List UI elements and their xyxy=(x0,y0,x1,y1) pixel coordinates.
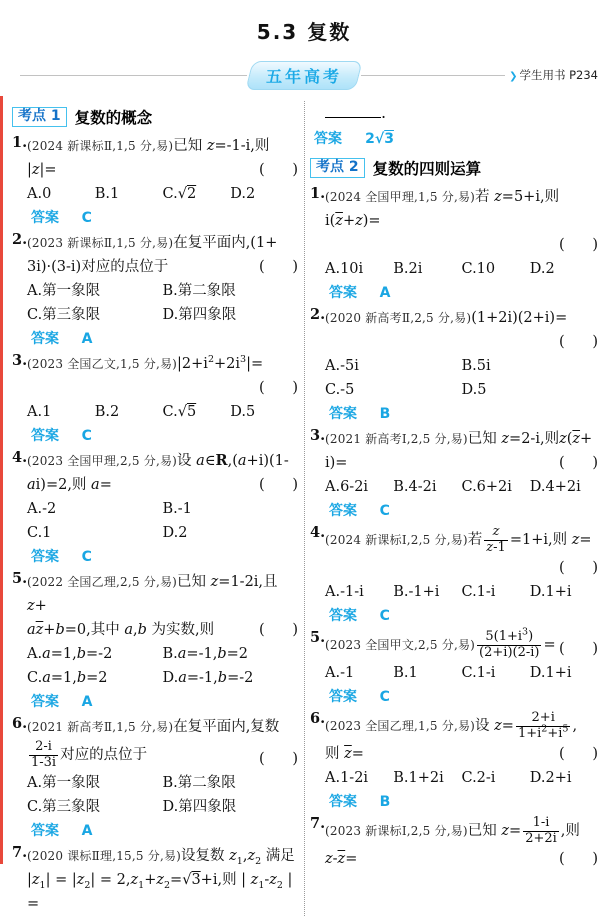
stem-text: (2023 全国乙文,1,5 分,易)$|2+i^2+2i^3|=$ xyxy=(27,354,264,372)
question-list-right xyxy=(310,185,598,871)
question-stem xyxy=(325,626,598,661)
answer-value: C xyxy=(379,503,390,519)
option: C.1 xyxy=(27,525,52,541)
option: D.2+i xyxy=(529,770,572,787)
stem-line xyxy=(27,868,298,916)
stem-text: (2023 全国甲文,2,5 分,易) $\frac{5(1+i^3)}{(2+i)(2-i)}$ = xyxy=(325,626,556,660)
answer-label: 答案 xyxy=(329,285,357,301)
question xyxy=(310,710,598,815)
stem-text: (2024 全国甲理,1,5 分,易)若 z=5+i,则 $i(\overline{z}+z)=$ xyxy=(325,189,560,229)
blank-period: . xyxy=(381,103,387,122)
stem-text: (2021 新高考Ⅱ,1,5 分,易)在复平面内,复数 xyxy=(27,719,280,735)
question xyxy=(12,449,298,570)
answer-row xyxy=(325,499,598,524)
stem-text: (2022 全国乙理,2,5 分,易)已知 z=1-2i,且 z+ xyxy=(27,574,278,614)
question-options xyxy=(325,580,598,604)
banner-badge-label: 五年高考 xyxy=(265,67,343,86)
stem-line xyxy=(27,255,298,279)
option: C.√5 xyxy=(162,404,197,420)
option: C.6+2i xyxy=(461,479,512,495)
answer-row xyxy=(27,819,298,844)
option: D.2 xyxy=(529,261,555,277)
stem-line xyxy=(27,449,298,473)
option: B.5i xyxy=(461,358,491,374)
answer-value: B xyxy=(379,794,391,811)
answer-value: C xyxy=(81,210,92,226)
option: C.√2 xyxy=(162,186,197,202)
question xyxy=(12,231,298,352)
question-number: 2. xyxy=(12,231,28,248)
option: B.1 xyxy=(94,186,120,202)
option: B.4-2i xyxy=(393,479,437,495)
option: C.第三象限 xyxy=(27,307,101,323)
option: D.第四象限 xyxy=(162,307,237,323)
answer-label: 答案 xyxy=(314,131,342,147)
answer-value: C xyxy=(379,608,390,625)
answer-bracket: ( ) xyxy=(559,641,598,658)
option: D.a=-1,b=-2 xyxy=(162,670,254,686)
question-stem xyxy=(325,185,598,257)
stem-text: (2023 全国甲理,2,5 分,易)设 a∈R,(a+i)(1- xyxy=(27,452,289,469)
column-divider xyxy=(304,101,305,916)
answer-value: A xyxy=(81,823,93,840)
answer-value: C xyxy=(81,549,92,565)
stem-line xyxy=(325,710,598,742)
option: D.第四象限 xyxy=(162,799,237,816)
answer-row xyxy=(325,790,598,815)
question xyxy=(310,185,598,306)
stem-line xyxy=(325,451,598,475)
option: C.1-i xyxy=(461,665,496,682)
option: B.-1 xyxy=(162,501,192,517)
option: D.5 xyxy=(461,382,487,398)
question-list-left xyxy=(12,134,298,916)
answer-bracket: ( ) xyxy=(559,851,598,868)
question xyxy=(310,626,598,710)
question xyxy=(310,815,598,871)
stem-line xyxy=(325,847,598,871)
question-stem xyxy=(325,815,598,871)
stem-text: (2024 新课标Ⅰ,2,5 分,易)若 $\frac{z}{z-1}$ =1+i,则 z= xyxy=(325,524,592,555)
answer-value: A xyxy=(379,285,391,301)
column-right xyxy=(310,101,598,916)
stem-line xyxy=(27,158,298,182)
answer-blank-rule xyxy=(325,104,381,118)
question-options xyxy=(325,766,598,790)
answer-bracket: ( ) xyxy=(259,751,298,768)
answer-row xyxy=(27,206,298,231)
stem-text: $a\overline{z}+b=0$,其中 a,b 为实数,则 xyxy=(27,622,215,638)
banner-badge xyxy=(245,61,362,90)
stem-line xyxy=(325,185,598,233)
question-options xyxy=(325,354,598,402)
question-stem xyxy=(27,134,298,182)
answer-label: 答案 xyxy=(329,503,357,519)
stem-text: 3i)·(3-i)对应的点位于 xyxy=(27,259,169,275)
answer-bracket: ( ) xyxy=(259,380,298,396)
question xyxy=(12,844,298,916)
option: B.1+2i xyxy=(393,770,444,787)
question-options xyxy=(325,661,598,685)
answer-value: 2√3 xyxy=(365,131,394,147)
answer-value: A xyxy=(81,331,93,347)
stem-line xyxy=(325,524,598,556)
option: A.-2 xyxy=(27,501,57,517)
question-number: 1. xyxy=(310,185,326,202)
question-stem xyxy=(27,352,298,400)
option: D.4+2i xyxy=(529,479,581,495)
answer-label: 答案 xyxy=(31,549,59,565)
option: B.1 xyxy=(393,665,418,682)
stem-line xyxy=(325,626,598,661)
stem-text: (2020 课标Ⅱ理,15,5 分,易)设复数 $z_1,z_2$ 满足 xyxy=(27,848,295,867)
stem-text: i)= xyxy=(325,455,348,471)
answer-bracket: ( ) xyxy=(259,162,298,178)
option: B.第二象限 xyxy=(162,283,236,299)
question-number: 5. xyxy=(310,629,326,647)
answer-label: 答案 xyxy=(31,428,59,444)
answer-value: C xyxy=(81,428,92,444)
page-ref-label: 学生用书 P234 xyxy=(519,68,598,82)
question-number: 6. xyxy=(310,710,326,728)
answer-bracket: ( ) xyxy=(559,746,598,763)
option: C.10 xyxy=(461,261,496,277)
answer-bracket: ( ) xyxy=(559,455,598,471)
stem-line xyxy=(27,570,298,618)
stem-line xyxy=(325,742,598,766)
question-number: 4. xyxy=(310,524,326,541)
question-stem xyxy=(325,524,598,580)
page-title: 5.3 复数 xyxy=(256,20,352,44)
answer-label: 答案 xyxy=(329,794,357,811)
question-number: 3. xyxy=(12,352,28,369)
stem-line xyxy=(325,556,598,580)
answer-row xyxy=(325,604,598,629)
question-stem xyxy=(27,449,298,497)
question-options xyxy=(27,400,298,424)
option: D.2 xyxy=(230,186,256,202)
answer-bracket: ( ) xyxy=(559,334,598,350)
question-number: 3. xyxy=(310,427,326,444)
answer-row xyxy=(27,327,298,352)
option: C.2-i xyxy=(461,770,496,787)
question-stem xyxy=(27,844,298,916)
option: C.1-i xyxy=(461,584,496,601)
stem-text: 则 $\overline{z}=$ xyxy=(325,746,364,763)
option: D.5 xyxy=(230,404,256,420)
answer-row xyxy=(325,281,598,306)
arrow-icon: ❯ xyxy=(509,71,518,82)
option: A.第一象限 xyxy=(27,283,101,299)
stem-line xyxy=(27,618,298,642)
question xyxy=(310,524,598,629)
question xyxy=(12,715,298,844)
stem-text: ai)=2,则 a= xyxy=(27,477,112,493)
option: A.-1 xyxy=(325,665,355,682)
option: D.2 xyxy=(162,525,188,541)
question-number: 4. xyxy=(12,449,28,466)
stem-line xyxy=(325,815,598,847)
question-options xyxy=(325,475,598,499)
question-stem xyxy=(27,231,298,279)
answer-label: 答案 xyxy=(31,823,59,840)
page-edge-rule xyxy=(0,96,3,864)
question xyxy=(12,134,298,231)
answer-value: A xyxy=(81,694,93,710)
question-number: 7. xyxy=(310,815,326,833)
answer-bracket: ( ) xyxy=(259,622,298,638)
answer-bracket: ( ) xyxy=(559,237,598,253)
question xyxy=(310,306,598,427)
question-options xyxy=(27,279,298,327)
option: B.2 xyxy=(94,404,120,420)
section-banner xyxy=(0,59,608,93)
option: B.a=-1,b=2 xyxy=(162,646,248,662)
question-number: 5. xyxy=(12,570,28,587)
stem-text: |z|= xyxy=(27,162,57,178)
stem-text: $|z_1| = |z_2| = 2,z_1+z_2=√3+i$,则 | $z_1-z_2$ | = xyxy=(27,872,293,913)
stem-line xyxy=(27,376,298,400)
stem-text: (2023 新课标Ⅱ,1,5 分,易)在复平面内,(1+ xyxy=(27,235,278,251)
question-number: 1. xyxy=(12,134,28,151)
question-options xyxy=(27,771,298,819)
section-title: 复数的四则运算 xyxy=(372,160,482,178)
question-stem xyxy=(27,715,298,771)
question xyxy=(12,352,298,449)
question-options xyxy=(27,182,298,206)
option: A.1-2i xyxy=(325,770,369,787)
column-left xyxy=(12,101,298,916)
question-number: 2. xyxy=(310,306,326,323)
answer-bracket: ( ) xyxy=(259,477,298,493)
section-head-1 xyxy=(12,105,298,129)
answer-label: 答案 xyxy=(329,689,357,706)
question-stem xyxy=(325,306,598,354)
stem-line xyxy=(325,306,598,330)
section-head-2 xyxy=(310,156,598,180)
question-number: 6. xyxy=(12,715,28,732)
option: B.第二象限 xyxy=(162,775,236,792)
option: A.10i xyxy=(325,261,364,277)
answer-label: 答案 xyxy=(31,210,59,226)
option: C.第三象限 xyxy=(27,799,101,816)
stem-line xyxy=(27,352,298,376)
answer-label: 答案 xyxy=(31,331,59,347)
question-options xyxy=(325,257,598,281)
option: A.-1-i xyxy=(325,584,364,601)
stem-text: $\frac{2-i}{1-3i}$ 对应的点位于 xyxy=(31,739,148,770)
option: A.6-2i xyxy=(325,479,369,495)
stem-text: (2023 全国乙理,1,5 分,易)设 z= $\frac{2+i}{1+i^2+i^5}$ , xyxy=(325,710,578,741)
stem-text: (2020 新高考Ⅱ,2,5 分,易)(1+2i)(2+i)= xyxy=(325,310,568,326)
kaodian-badge: 考点 1 xyxy=(12,107,67,127)
stem-line xyxy=(27,715,298,739)
answer-label: 答案 xyxy=(329,406,357,422)
answer-value: B xyxy=(379,406,391,422)
option: D.1+i xyxy=(529,584,572,601)
question-stem xyxy=(325,710,598,766)
question-stem xyxy=(325,427,598,475)
answer-row xyxy=(27,690,298,715)
stem-line xyxy=(27,134,298,158)
stem-text: (2023 新课标Ⅰ,2,5 分,易)已知 z= $\frac{1-i}{2+2i}$ ,则 xyxy=(325,815,580,846)
answer-value: C xyxy=(379,689,390,706)
answer-label: 答案 xyxy=(329,608,357,625)
question xyxy=(310,427,598,524)
option: A.0 xyxy=(27,186,52,202)
option: A.第一象限 xyxy=(27,775,101,792)
option: B.-1+i xyxy=(393,584,440,601)
question-number: 7. xyxy=(12,844,28,862)
question-options xyxy=(27,642,298,690)
page-ref xyxy=(505,67,598,83)
question-stem xyxy=(27,570,298,642)
option: C.a=1,b=2 xyxy=(27,670,108,686)
option: B.2i xyxy=(393,261,423,277)
stem-line xyxy=(325,233,598,257)
option: A.-5i xyxy=(325,358,359,374)
option: C.-5 xyxy=(325,382,355,398)
option: A.1 xyxy=(27,404,52,420)
stem-line xyxy=(27,473,298,497)
stem-text: (2024 新课标Ⅱ,1,5 分,易)已知 z=-1-i,则 xyxy=(27,138,270,154)
answer-bracket: ( ) xyxy=(559,560,598,577)
answer-row xyxy=(325,402,598,427)
answer-label: 答案 xyxy=(31,694,59,710)
answer-row xyxy=(27,545,298,570)
section-title: 复数的概念 xyxy=(74,109,153,127)
question-options xyxy=(27,497,298,545)
stem-line xyxy=(325,330,598,354)
stem-line xyxy=(27,844,298,868)
stem-text: (2021 新高考Ⅰ,2,5 分,易)已知 z=2-i,则$z(\overline{z}+$ xyxy=(325,431,593,447)
kaodian-badge: 考点 2 xyxy=(310,158,365,178)
overflow-answer-blank xyxy=(310,101,598,125)
option: D.1+i xyxy=(529,665,572,682)
question xyxy=(12,570,298,715)
stem-line xyxy=(27,739,298,771)
stem-line xyxy=(27,231,298,255)
answer-bracket: ( ) xyxy=(259,259,298,275)
answer-row xyxy=(310,125,598,152)
stem-line xyxy=(325,427,598,451)
content-columns xyxy=(0,93,608,916)
stem-text: $z-\overline{z}=$ xyxy=(325,851,358,868)
answer-row xyxy=(325,685,598,710)
option: A.a=1,b=-2 xyxy=(27,646,113,662)
answer-row xyxy=(27,424,298,449)
